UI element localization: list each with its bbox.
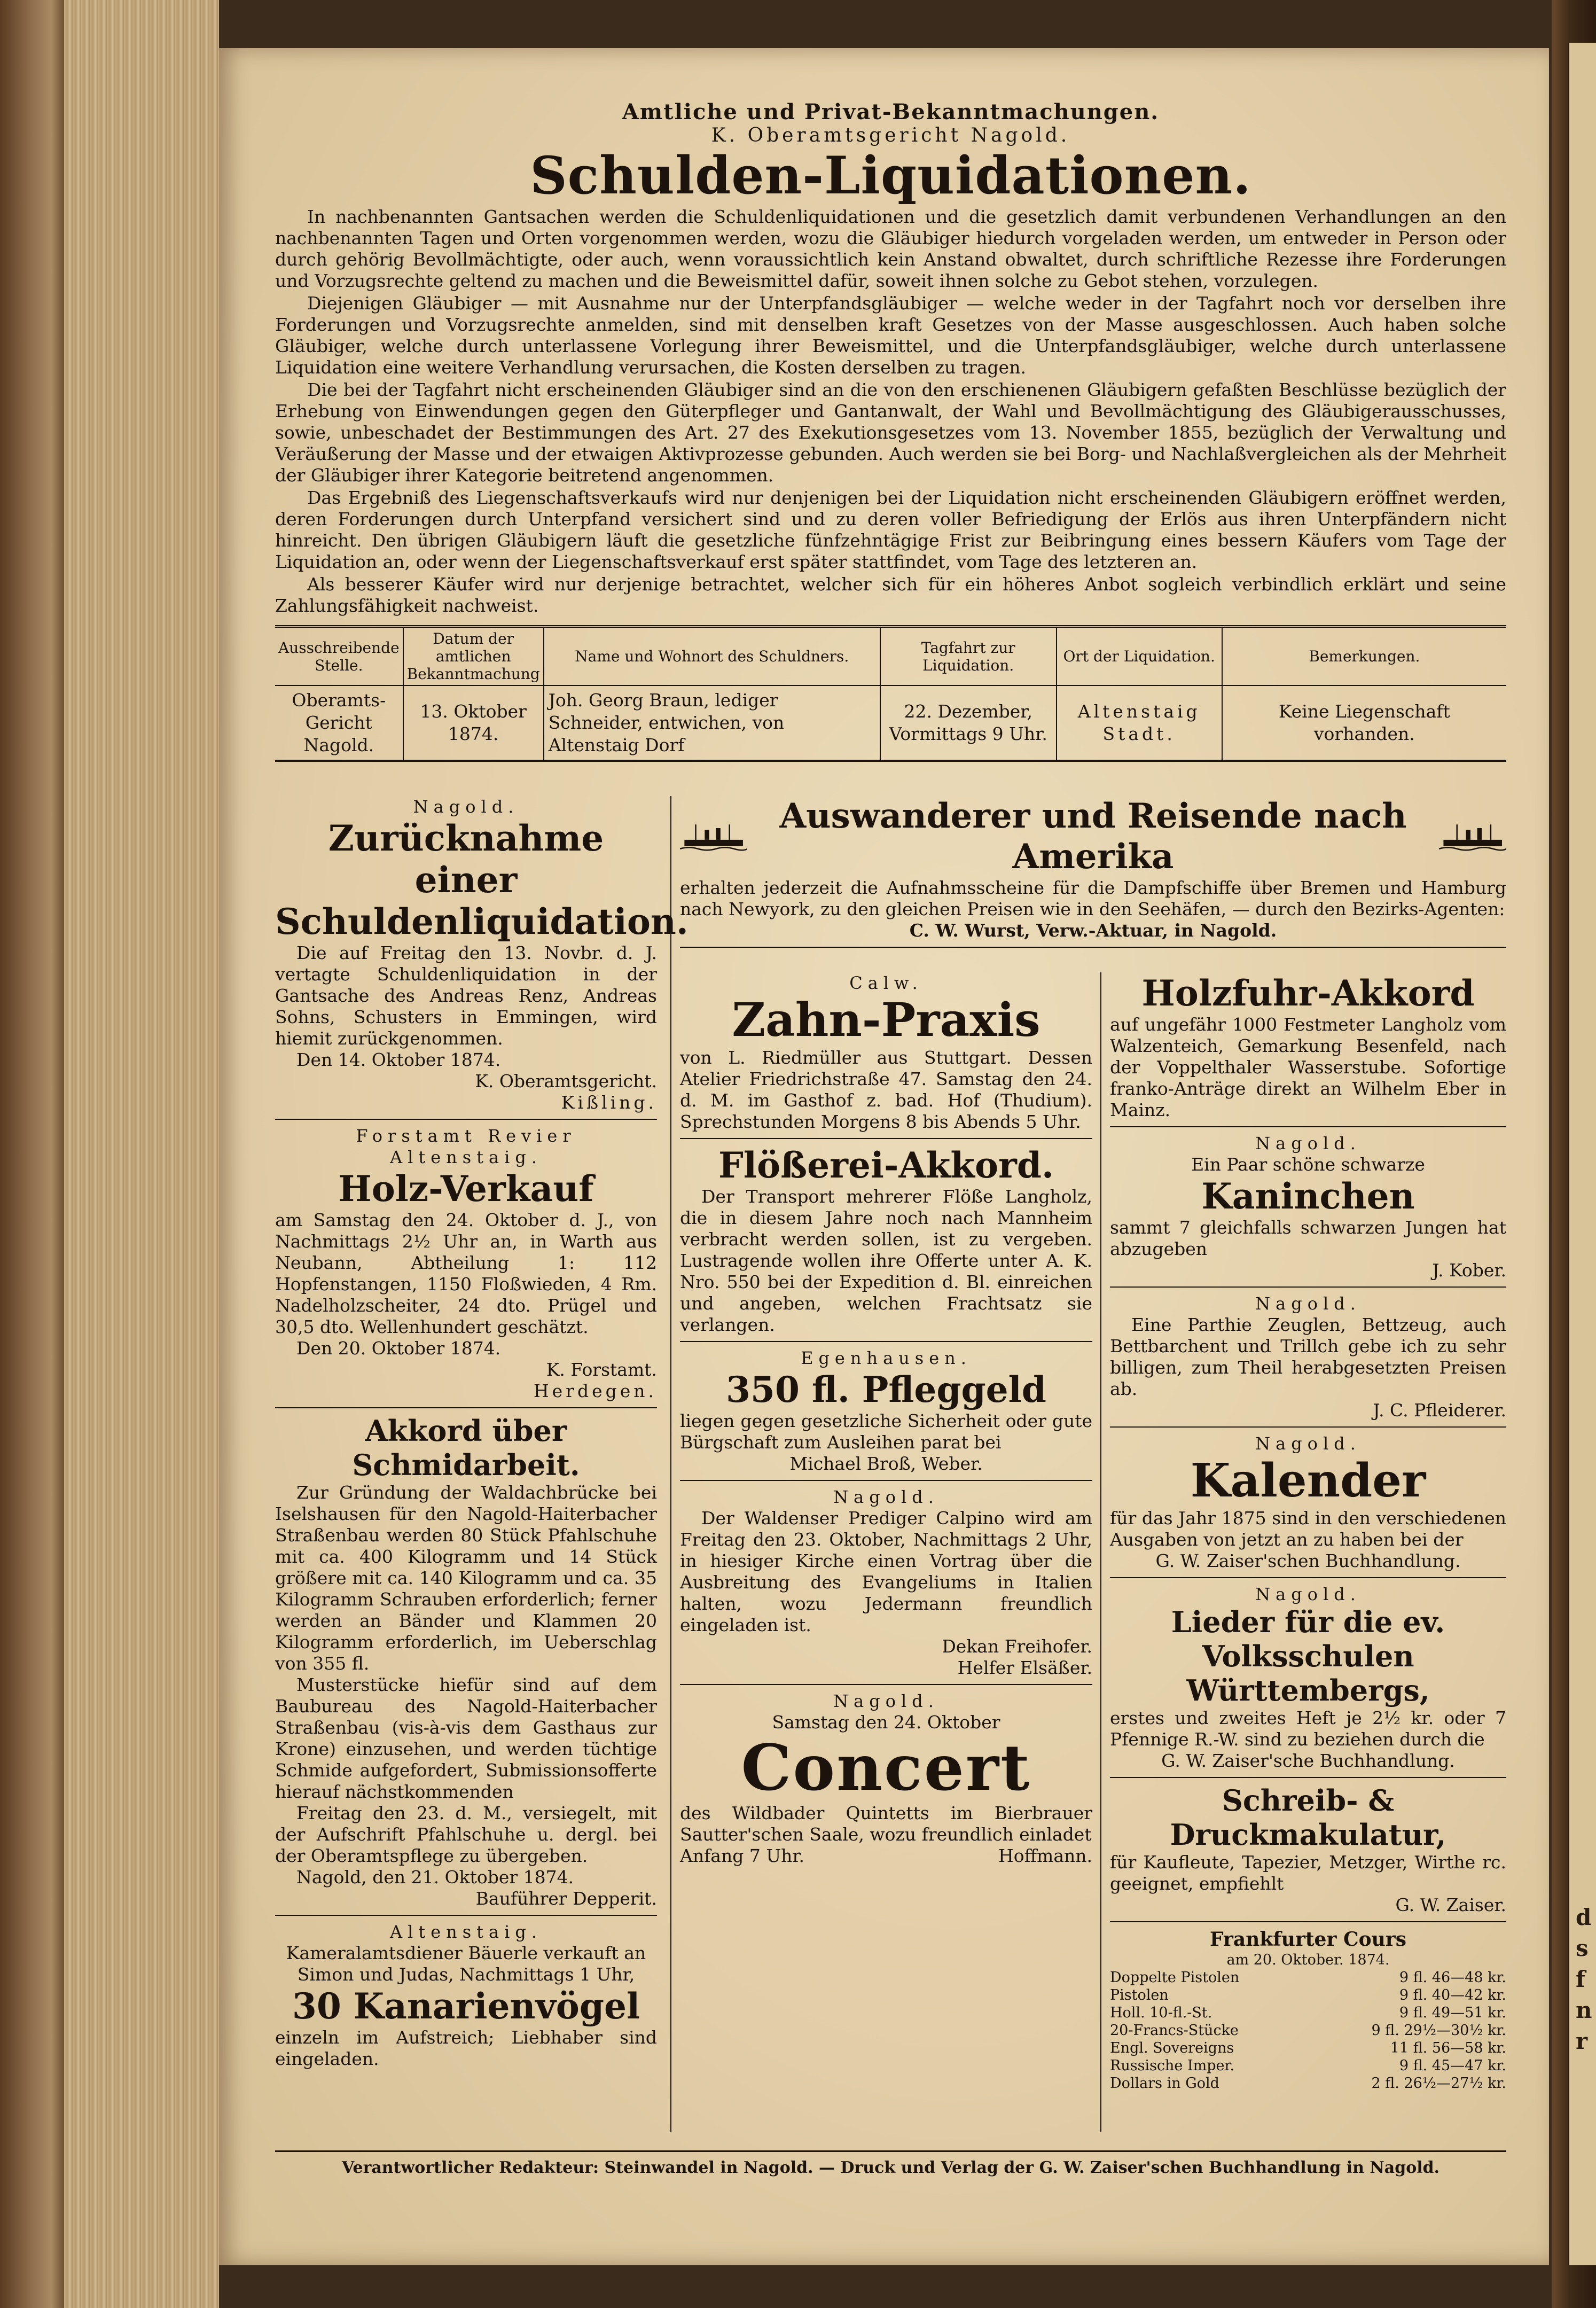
court-name: K. Oberamtsgericht Nagold.: [711, 124, 1070, 146]
ad-zahn-praxis: Calw. Zahn-Praxis von L. Riedmüller aus Stuttgart. Dessen Atelier Friedrichstraße 47. Samstag den 24. d. M. im Gasthof z. bad. Hof (Thudium). Sprechstunden Morgens 8 bis Abends 5 Uhr.: [680, 972, 1092, 1139]
column-left: [275, 796, 689, 2132]
exchange-rates: Frankfurter Cours am 20. Oktober. 1874. Doppelte Pistolen 9 fl. 46—48 kr. Pistolen 9 fl. 40—42 kr. Holl. 10-fl.-St. 9 fl. 49—51 kr. 20-Francs-Stücke 9 fl. 29½—30½ kr. Engl. Sovereigns 11 fl. 56—58 kr. Russische Imper. 9 fl. 45—47 kr. Dollars in Gold 2 fl. 26½—27½ kr.: [1110, 1928, 1506, 2092]
table-cell: Oberamts-Gericht Nagold.: [275, 685, 403, 761]
intro-paragraph: Die bei der Tagfahrt nicht erscheinenden Gläubiger sind an die von den erschienenen Gläubigern gefaßten Beschlüsse bezüglich der Erhebung von Einwendungen gegen den Güterpfleger und Gantanwalt, der Wahl und Bevollmächtigung des Gläubigerausschusses, sowie, unbeschadet der Bestimmungen des Art. 27 des Exekutionsgesetzes vom 13. November 1855, bezüglich der Verwaltung und Veräußerung der Masse und der etwaigen Aktivprozesse gebunden. Auch werden sie bei Borg- und Nachlaßvergleichen als der Mehrheit der Gläubiger ihrer Kategorie beitretend angenommen.: [275, 379, 1506, 486]
table-header: Ausschreibende Stelle.: [275, 627, 403, 686]
page-edges: [64, 0, 219, 2308]
ad-kaninchen: Nagold. Ein Paar schöne schwarze Kaninchen sammt 7 gleichfalls schwarzen Jungen hat abzugeben J. Kober.: [1110, 1133, 1506, 1288]
table-cell: 22. Dezember, Vormittags 9 Uhr.: [880, 685, 1057, 761]
intro-paragraph: Das Ergebniß des Liegenschaftsverkaufs wird nur denjenigen bei der Liquidation nicht erscheinenden Gläubigern eröffnet werden, deren Forderungen durch Unterpfand versichert sind und zu deren voller Befriedigung der Erlös aus ihren Unterpfändern nicht hinreicht. Den übrigen Gläubigern läuft die gesetzliche fünfzehntägige Frist zur Beibringung eines bessern Käufers vom Tage der Liquidation an, oder wenn der Liegenschaftsverkauf erst später stattfindet, vom Tage des letzteren an.: [275, 487, 1506, 572]
table-cell: Joh. Georg Braun, lediger Schneider, entwichen, von Altenstaig Dorf: [544, 685, 880, 761]
ad-concert: Nagold. Samstag den 24. Oktober Concert des Wildbader Quintetts im Bierbrauer Sautter'schen Saale, wozu freundlich einladet Anfang 7 Uhr. Hoffmann.: [680, 1691, 1092, 1866]
ad-lieder: Nagold. Lieder für die ev. Volksschulen Württembergs, erstes und zweites Heft je 2½ kr. oder 7 Pfennige R.-W. sind zu beziehen durch die G. W. Zaiser'sche Buchhandlung.: [1110, 1584, 1506, 1778]
ad-pfleggeld: Egenhausen. 350 fl. Pfleggeld liegen gegen gesetzliche Sicherheit oder gute Bürgschaft zum Ausleihen parat bei Michael Broß, Weber.: [680, 1347, 1092, 1481]
table-header: Bemerkungen.: [1222, 627, 1506, 686]
ad-zeuglen: Nagold. Eine Parthie Zeuglen, Bettzeug, auch Bettbarchent und Trillch gebe ich zu sehr billigen, zum Theil herabgesetzten Preisen ab. J. C. Pfleiderer.: [1110, 1293, 1506, 1428]
amerika-body: erhalten jederzeit die Aufnahmsscheine für die Dampfschiffe über Bremen und Hamburg nach Newyork, zu den gleichen Preisen wie in den Seehäfen, — durch den Bezirks-Agenten:: [680, 877, 1506, 919]
liquidation-table: [275, 625, 1506, 762]
intro-paragraph: In nachbenannten Gantsachen werden die Schuldenliquidationen und die gesetzlich damit verbundenen Verhandlungen an den nachbenannten Tagen und Orten vorgenommen werden, wozu die Gläubiger hiedurch vorgeladen werden, um entweder in Person oder durch gehörig Bevollmächtigte, oder auch, wenn voraussichtlich kein Anstand obwaltet, durch schriftliche Rezesse ihre Forderungen und Vorzugsrechte geltend zu machen und die Beweismittel dafür, soweit ihnen solche zu Gebot stehen, vorzulegen.: [275, 206, 1506, 291]
column-right: [1100, 972, 1506, 2132]
table-cell: Altenstaig Stadt.: [1057, 685, 1222, 761]
table-header-row: [275, 627, 1506, 686]
imprint-footer: Verantwortlicher Redakteur: Steinwandel in Nagold. — Druck und Verlag der G. W. Zaiser'schen Buchhandlung in Nagold.: [275, 2150, 1506, 2179]
ad-kanarienvoegel: Altenstaig. Kameralamtsdiener Bäuerle verkauft an Simon und Judas, Nachmittags 1 Uhr, 30 Kanarienvögel einzeln im Aufstreich; Liebhaber sind eingeladen.: [275, 1922, 657, 2069]
page-title: Schulden-Liquidationen.: [530, 145, 1251, 206]
section-header: Amtliche und Privat-Bekanntmachungen.: [622, 99, 1160, 124]
ad-holz-verkauf: Forstamt Revier Altenstaig. Holz-Verkauf am Samstag den 24. Oktober d. J., von Nachmittags 2½ Uhr an, in Warth aus Neubann, Abtheilung 1: 112 Hopfenstangen, 1150 Floßwieden, 4 Rm. Nadelholzscheiter, 24 dto. Prügel und 30,5 dto. Wellenhundert geschätzt. Den 20. Oktober 1874. K. Forstamt. Herdegen.: [275, 1125, 657, 1408]
intro-text: [275, 206, 1506, 617]
amerika-banner: [670, 796, 1506, 972]
table-header: Ort der Liquidation.: [1057, 627, 1222, 686]
rate-row: 20-Francs-Stücke 9 fl. 29½—30½ kr.: [1110, 2022, 1506, 2039]
table-header: Tagfahrt zur Liquidation.: [880, 627, 1057, 686]
ad-kalender: Nagold. Kalender für das Jahr 1875 sind in den verschiedenen Ausgaben von jetzt an zu haben bei der G. W. Zaiser'schen Buchhandlung.: [1110, 1433, 1506, 1578]
facing-page-letters: d s f n r: [1576, 1904, 1592, 2054]
ad-holzfuhr-akkord: Holzfuhr-Akkord auf ungefähr 1000 Festmeter Langholz vom Walzenteich, Gemarkung Besenfeld, nach der Voppelthaler Wasserstube. Sofortige franko-Anträge direkt an Wilhelm Eber in Mainz.: [1110, 972, 1506, 1127]
amerika-agent: C. W. Wurst, Verw.-Aktuar, in Nagold.: [909, 920, 1277, 941]
rate-row: Pistolen 9 fl. 40—42 kr.: [1110, 1987, 1506, 2003]
advert-columns: [275, 796, 1506, 2132]
rate-row: Dollars in Gold 2 fl. 26½—27½ kr.: [1110, 2075, 1506, 2092]
rate-row: Russische Imper. 9 fl. 45—47 kr.: [1110, 2057, 1506, 2074]
ad-vortrag: Nagold. Der Waldenser Prediger Calpino wird am Freitag den 23. Oktober, Nachmittags 2 Uhr, in hiesiger Kirche einen Vortrag über die Ausbreitung des Evangeliums in Italien halten, wozu Jedermann freundlich eingeladen ist. Dekan Freihofer. Helfer Elsäßer.: [680, 1486, 1092, 1685]
amerika-title: Auswanderer und Reisende nach Amerika: [779, 796, 1407, 877]
table-cell: 13. Oktober 1874.: [403, 685, 544, 761]
table-header: Datum der amtlichen Bekanntmachung: [403, 627, 544, 686]
table-cell: Keine Liegenschaft vorhanden.: [1278, 701, 1450, 744]
ad-zuruecknahme: Nagold. Zurücknahme einer Schuldenliquidation. Die auf Freitag den 13. Novbr. d. J. vertagte Schuldenliquidation in der Gantsache des Andreas Renz, Andreas Sohns, Schusters in Emmingen, wird hiemit zurückgenommen. Den 14. Oktober 1874. K. Oberamtsgericht. Kißling.: [275, 796, 657, 1120]
steamship-icon: [680, 818, 747, 855]
rate-row: Engl. Sovereigns 11 fl. 56—58 kr.: [1110, 2040, 1506, 2056]
rate-row: Holl. 10-fl.-St. 9 fl. 49—51 kr.: [1110, 2005, 1506, 2021]
book-spine: [0, 0, 64, 2308]
ad-floesserei-akkord: Flößerei-Akkord. Der Transport mehrerer Flöße Langholz, die in diesem Jahre noch nach Mannheim verbracht werden sollen, ist zu vergeben. Lustragende wollen ihre Offerte unter A. K. Nro. 550 bei der Expedition d. Bl. einreichen und angeben, welchen Frachtsatz sie verlangen.: [680, 1144, 1092, 1342]
ad-makulatur: Schreib- & Druckmakulatur, für Kaufleute, Tapezier, Metzger, Wirthe rc. geeignet, empfiehlt G. W. Zaiser.: [1110, 1783, 1506, 1922]
intro-paragraph: Diejenigen Gläubiger — mit Ausnahme nur der Unterpfandsgläubiger — welche weder in der Tagfahrt noch vor derselben ihre Forderungen und Vorzugsrechte anmelden, sind mit denselben kraft Gesetzes von der Masse ausgeschlossen. Auch haben solche Gläubiger, welche durch unterlassene Vorlegung ihrer Beweismittel, und die Unterpfandsgläubiger, welche durch unterlassene Liquidation eine weitere Verhandlung verursachen, die Kosten derselben zu tragen.: [275, 293, 1506, 378]
steamship-icon: [1439, 818, 1506, 855]
table-row: [275, 685, 1506, 761]
table-header: Name und Wohnort des Schuldners.: [544, 627, 880, 686]
ad-akkord-schmidarbeit: Akkord über Schmidarbeit. Zur Gründung der Waldachbrücke bei Iselshausen für den Nagold-Haiterbacher Straßenbau werden 80 Stück Pfahlschuhe mit ca. 400 Kilogramm und 14 Stück größere mit ca. 140 Kilogramm und ca. 35 Kilogramm Schrauben erforderlich; ferner werden an Bänder und Klammen 20 Kilogramm erforderlich, im Ueberschlag von 355 fl. Musterstücke hiefür sind auf dem Baubureau des Nagold-Haiterbacher Straßenbau (vis-à-vis dem Gasthaus zur Krone) einzusehen, und werden tüchtige Schmide aufgefordert, Submissionsofferte hierauf nächstkommenden Freitag den 23. d. M., versiegelt, mit der Aufschrift Pfahlschuhe u. dergl. bei der Oberamtspflege zu übergeben. Nagold, den 21. Oktober 1874. Bauführer Depperit.: [275, 1414, 657, 1916]
column-middle: [670, 972, 1092, 2132]
intro-paragraph: Als besserer Käufer wird nur derjenige betrachtet, welcher sich für ein höheres Anbot sogleich verbindlich erklärt und seine Zahlungsfähigkeit nachweist.: [275, 574, 1506, 616]
page-content: [275, 99, 1506, 2228]
rate-row: Doppelte Pistolen 9 fl. 46—48 kr.: [1110, 1969, 1506, 1986]
